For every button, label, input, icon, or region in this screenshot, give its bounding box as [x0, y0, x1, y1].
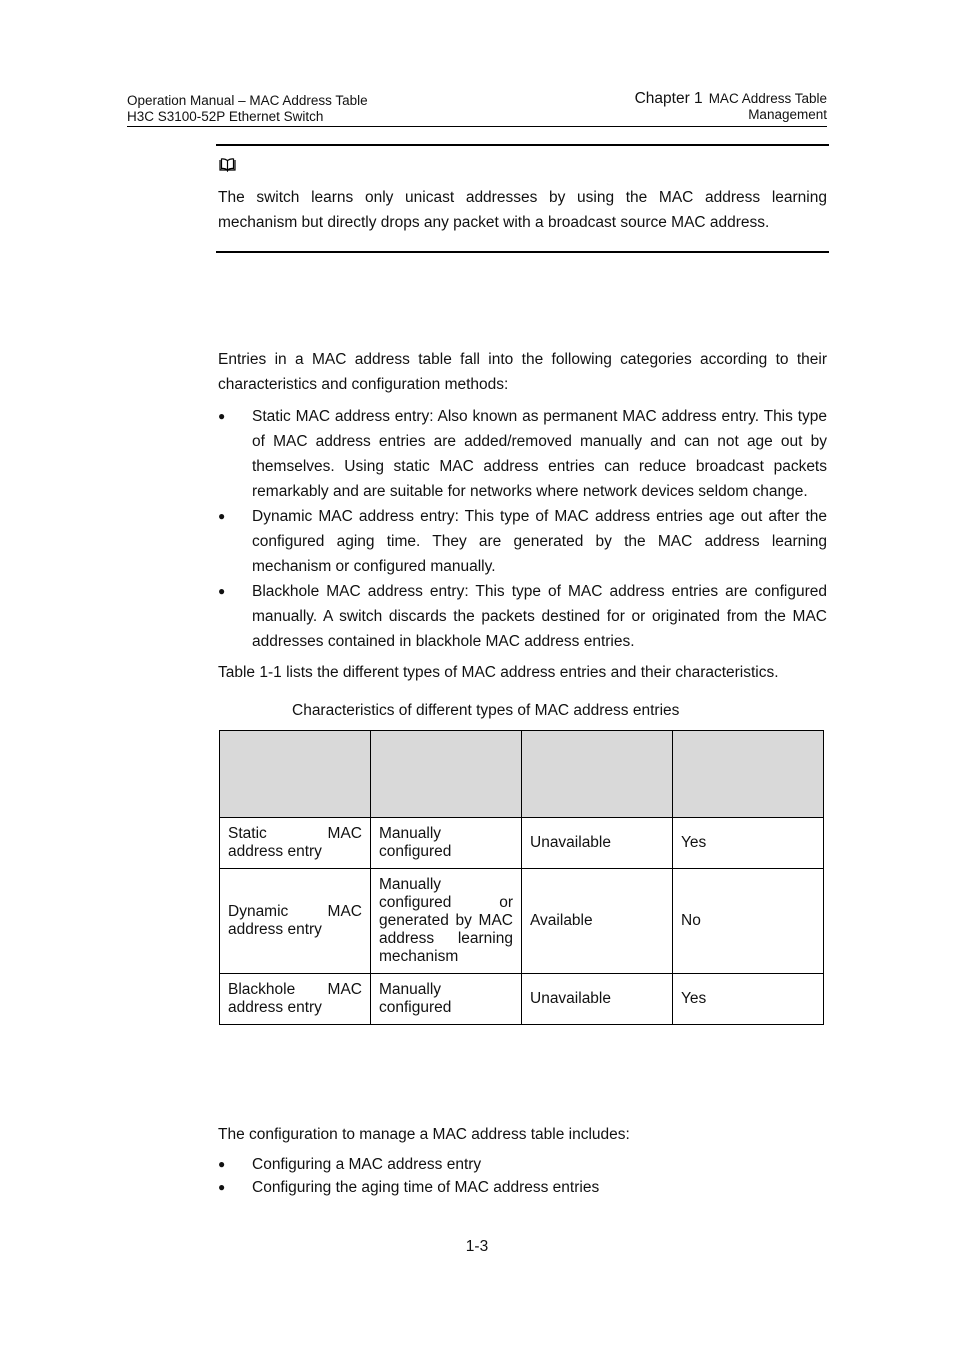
list-item — [218, 1176, 827, 1199]
bullet-icon: ● — [218, 1180, 226, 1194]
table-cell: Yes — [673, 974, 824, 1025]
table-caption: Characteristics of different types of MAC address entries — [292, 702, 680, 719]
list-item — [218, 1153, 827, 1176]
table-cell: Manually configured or generated by MAC address learning mechanism — [371, 869, 522, 974]
intro-paragraph: Entries in a MAC address table fall into the following categories according to their characteristics and configuration methods: — [218, 351, 827, 393]
table-cell: Static MAC address entry — [220, 818, 371, 869]
header-cell — [371, 731, 522, 818]
note-bottom-rule — [216, 251, 829, 253]
mac-entry-table — [219, 730, 824, 1025]
table-cell: Manually configured — [371, 818, 522, 869]
running-header-left — [127, 93, 368, 125]
chapter-title-line2: Management — [748, 107, 827, 122]
list-item-text: Static MAC address entry: Also known as permanent MAC address entry. This type of MAC address entries are added/removed manually and can not age out by themselves. Using static MAC address entries can reduce broadcast packets remarkably and are suitable for networks where network devices seldom change. — [252, 408, 827, 500]
list-item-text: Dynamic MAC address entry: This type of MAC address entries age out after the configured aging time. They are generated by the MAC address learning mechanism or configured manually. — [252, 508, 827, 575]
table-cell: No — [673, 869, 824, 974]
list-item — [218, 504, 827, 579]
note-top-rule — [216, 144, 829, 146]
list-item-text: Blackhole MAC address entry: This type of MAC address entries are configured manually. A switch discards the packets destined for or originated from the MAC addresses contained in blackhole MAC address entries. — [252, 583, 827, 650]
table-cell: Yes — [673, 818, 824, 869]
chapter-title-line1: MAC Address Table — [708, 91, 827, 106]
table-cell: Blackhole MAC address entry — [220, 974, 371, 1025]
table-row — [220, 869, 824, 974]
book-icon — [219, 158, 236, 177]
header-rule — [127, 126, 827, 127]
note-text: The switch learns only unicast addresses by using the MAC address learning mechanism but directly drops any packet with a broadcast source MAC address. — [218, 189, 827, 231]
header-cell — [522, 731, 673, 818]
manual-title: Operation Manual – MAC Address Table — [127, 93, 368, 108]
table-row — [220, 818, 824, 869]
table-cell: Available — [522, 869, 673, 974]
category-list — [218, 404, 827, 654]
header-cell — [673, 731, 824, 818]
table-cell: Unavailable — [522, 818, 673, 869]
chapter-label: Chapter 1 — [634, 90, 703, 107]
list-item — [218, 404, 827, 504]
running-header-right — [635, 91, 827, 123]
bullet-icon: ● — [218, 1157, 226, 1171]
config-list — [218, 1153, 827, 1199]
product-name: H3C S3100-52P Ethernet Switch — [127, 109, 324, 124]
table-cell: Unavailable — [522, 974, 673, 1025]
bullet-icon: ● — [218, 509, 226, 523]
bullet-icon: ● — [218, 584, 226, 598]
config-intro: The configuration to manage a MAC address table includes: — [218, 1126, 630, 1143]
list-item-text: Configuring a MAC address entry — [252, 1156, 482, 1173]
header-cell — [220, 731, 371, 818]
table-header-row — [220, 731, 824, 818]
table-reference: Table 1-1 lists the different types of MAC address entries and their characteristics. — [218, 664, 779, 681]
list-item-text: Configuring the aging time of MAC address entries — [252, 1179, 600, 1196]
list-item — [218, 579, 827, 654]
bullet-icon: ● — [218, 409, 226, 423]
page-number: 1-3 — [465, 1238, 489, 1255]
table-cell: Manually configured — [371, 974, 522, 1025]
table-cell: Dynamic MAC address entry — [220, 869, 371, 974]
table-row — [220, 974, 824, 1025]
